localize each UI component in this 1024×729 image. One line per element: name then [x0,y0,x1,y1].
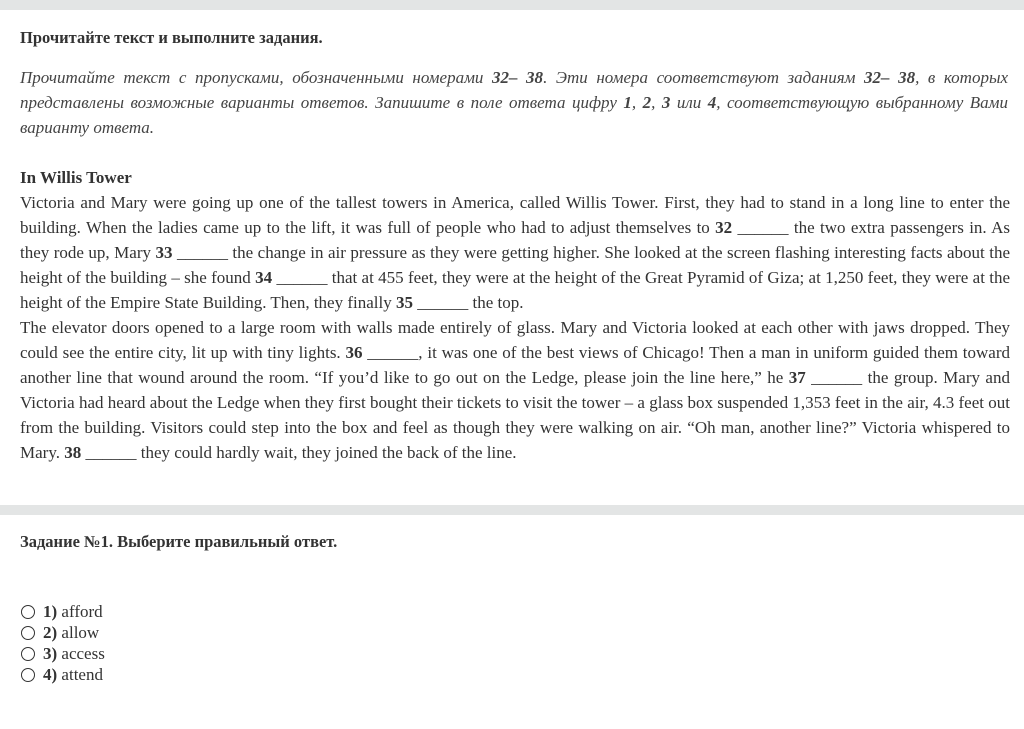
option-label: afford [61,602,103,621]
instructions-digit: 1 [623,93,632,112]
instructions-range: 32– 38 [491,68,544,87]
option-label: allow [61,623,100,642]
radio-button[interactable] [21,626,35,640]
radio-button[interactable] [21,668,35,682]
option-number: 3) [43,644,58,663]
option-number: 2) [43,623,58,642]
radio-button[interactable] [21,647,35,661]
passage-paragraph [20,190,1010,315]
instructions-digit: 3 [661,93,671,112]
gap-number: 34 [255,268,273,287]
passage-segment: ______ the top. [412,293,524,312]
instructions-segment: , соответствующую выбранному Вами варианту ответа. [20,93,1009,137]
gap-number: 32 [715,218,733,237]
gap-number: 35 [395,293,413,312]
section-heading: Прочитайте текст и выполните задания. [20,28,323,47]
answer-options [21,601,105,685]
passage-segment: ______ that at 455 feet, they were at the height of the Great Pyramid of Giza; at 1,250 feet, they were at the height of the Empire State Building. Then, they finally [20,268,1011,312]
task-title: Задание №1. Выберите правильный ответ. [20,532,338,551]
answer-option-1[interactable] [21,601,105,622]
answer-option-4[interactable] [21,664,105,685]
instructions-segment: или [670,93,708,112]
answer-option-2[interactable] [21,622,105,643]
instructions-segment: , в которых представлены возможные варианты ответов. Запишите в поле ответа цифру [20,68,1009,112]
instructions-digit: 4 [707,93,717,112]
passage-segment: ______ the change in air pressure as they were getting higher. She looked at the screen flashing interesting facts about the height of the building – she found [20,243,1010,287]
option-label: attend [61,665,103,684]
passage-segment: ______, it was one of the best views of Chicago! Then a man in uniform guided them toward another line that wound around the room. “If you’d like to go out on the Ledge, please join the line here,” he [20,343,1010,387]
radio-button[interactable] [21,605,35,619]
instructions-range: 32– 38 [864,68,916,87]
instructions-digit: 2 [642,93,652,112]
passage-segment: ______ they could hardly wait, they joined the back of the line. [81,443,517,462]
passage-text [20,190,1010,465]
option-label: access [61,644,105,663]
gap-number: 37 [788,368,806,387]
passage-segment: ______ the two extra passengers in. As they rode up, Mary [20,218,1010,262]
section-divider-bar [0,505,1024,515]
passage-segment: Victoria and Mary were going up one of the tallest towers in America, called Willis Tower. First, they had to stand in a long line to enter the building. When the ladies came up to the lift, it was full of people who had to adjust themselves to [20,193,1010,237]
passage-title: In Willis Tower [20,168,132,187]
instructions-text [20,65,1008,140]
instructions-segment: Прочитайте текст с пропусками, обозначенными номерами [20,68,492,87]
gap-number: 38 [64,443,82,462]
answer-option-3[interactable] [21,643,105,664]
gap-number: 36 [345,343,363,362]
passage-segment: ______ the group. Mary and Victoria had heard about the Ledge when they first bought their tickets to visit the tower – a glass box suspended 1,353 feet in the air, 4.3 feet out from the building. Visitors could step into the box and feel as though they were walking on air. “Oh man, another line?” Victoria whispered to Mary. [20,368,1010,462]
instructions-segment: . Эти номера соответствуют заданиям [543,68,865,87]
instructions-segment: , [631,93,643,112]
option-number: 1) [43,602,58,621]
instructions-segment: , [651,93,662,112]
passage-paragraph [20,315,1010,465]
option-number: 4) [43,665,58,684]
gap-number: 33 [155,243,173,262]
passage-segment: The elevator doors opened to a large room with walls made entirely of glass. Mary and Victoria looked at each other with jaws dropped. They could see the entire city, lit up with tiny lights. [20,318,1010,362]
top-divider-bar [0,0,1024,10]
